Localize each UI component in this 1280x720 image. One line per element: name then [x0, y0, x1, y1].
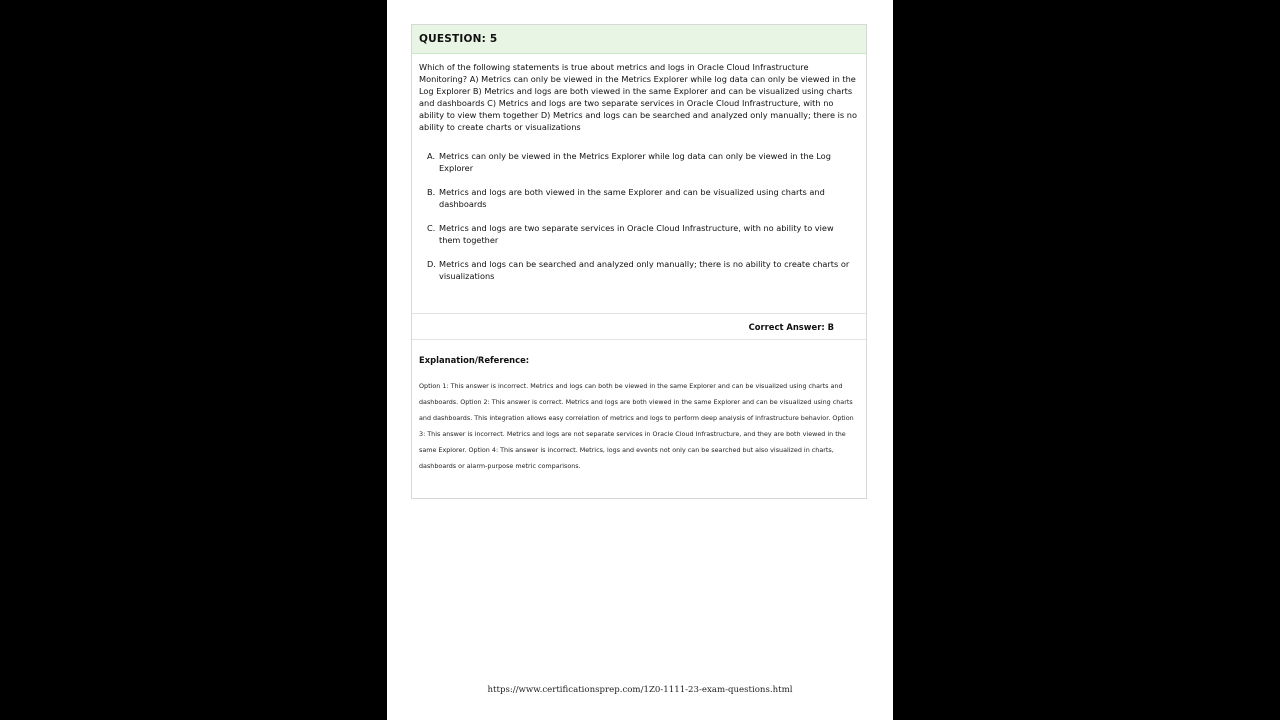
correct-answer: Correct Answer: B — [412, 313, 866, 340]
explanation-title: Explanation/Reference: — [419, 355, 530, 365]
option-text: Metrics and logs are both viewed in the same Explorer and can be visualized using charts and dashboards — [439, 187, 825, 209]
option-a — [427, 150, 852, 174]
option-letter: D. — [427, 259, 436, 269]
option-d — [427, 258, 852, 282]
option-letter: B. — [427, 187, 436, 197]
explanation-text: Option 1: This answer is incorrect. Metrics and logs can both be viewed in the same Explorer and can be visualized using charts and dashboards. Option 2: This answer is correct. Metrics and logs are both viewed in the same Explorer and can be visualized using charts and dashboards. This integration allows easy correlation of metrics and logs to perform deep analysis of infrastructure behavior. Option 3: This answer is incorrect. Metrics and logs are not separate services in Oracle Cloud Infrastructure, and they are both viewed in the same Explorer. Option 4: This answer is incorrect. Metrics, logs and events not only can be searched but also visualized in charts, dashboards or alarm-purpose metric comparisons. — [419, 382, 854, 471]
footer-url: https://www.certificationsprep.com/1Z0-1111-23-exam-questions.html — [487, 685, 793, 695]
option-letter: A. — [427, 151, 436, 161]
question-card — [411, 24, 867, 499]
question-header: QUESTION: 5 — [412, 25, 866, 54]
option-text: Metrics and logs can be searched and analyzed only manually; there is no ability to create charts or visualizations — [439, 259, 850, 281]
option-letter: C. — [427, 223, 436, 233]
option-b — [427, 186, 852, 210]
option-text: Metrics can only be viewed in the Metrics Explorer while log data can only be viewed in the Log Explorer — [439, 151, 831, 173]
document-page — [387, 0, 893, 720]
answer-options — [412, 133, 866, 282]
option-text: Metrics and logs are two separate services in Oracle Cloud Infrastructure, with no ability to view them together — [439, 223, 834, 245]
option-c — [427, 222, 852, 246]
question-text: Which of the following statements is true about metrics and logs in Oracle Cloud Infrastructure Monitoring? A) Metrics can only be viewed in the Metrics Explorer while log data can only be viewed in the Log Explorer B) Metrics and logs are both viewed in the same Explorer and can be visualized using charts and dashboards C) Metrics and logs are two separate services in Oracle Cloud Infrastructure, with no ability to view them together D) Metrics and logs can be searched and analyzed only manually; there is no ability to create charts or visualizations — [419, 62, 857, 132]
